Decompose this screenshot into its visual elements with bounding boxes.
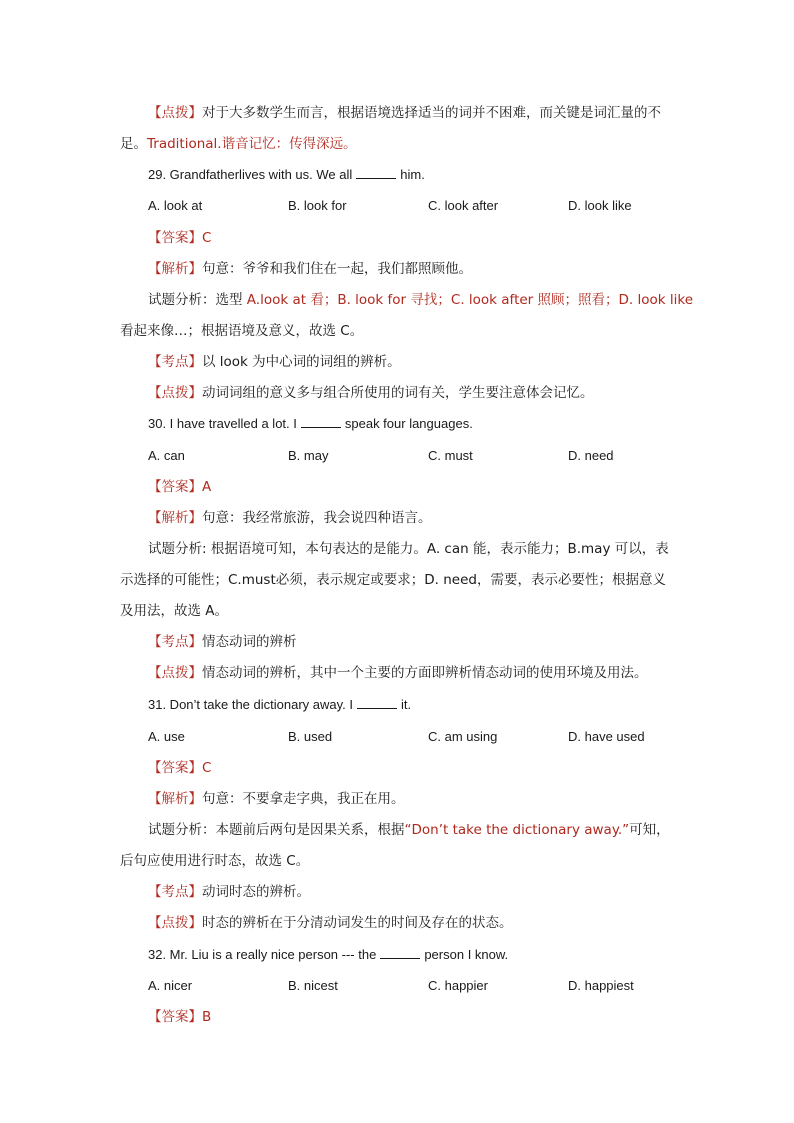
tip-text: 对于大多数学生而言，根据语境选择适当的词并不困难，而关键是词汇量的不 bbox=[202, 105, 661, 121]
answer-31 bbox=[148, 758, 211, 778]
option-d: D. need bbox=[568, 448, 614, 463]
option-a: A. nicer bbox=[148, 978, 193, 993]
options-31 bbox=[148, 727, 708, 747]
answer-blank bbox=[301, 415, 341, 428]
tip-label: 【点拨】 bbox=[148, 915, 202, 931]
option-c: C. must bbox=[428, 448, 473, 463]
tip-mnemonic: Traditional.谐音记忆：传得深远。 bbox=[147, 136, 357, 152]
option-c: C. look after bbox=[428, 198, 499, 213]
answer-value: B bbox=[202, 1009, 212, 1025]
detail-31-1 bbox=[148, 820, 670, 840]
answer-value: C bbox=[202, 760, 212, 776]
question-stem-end: it. bbox=[400, 697, 412, 712]
tip-label: 【点拨】 bbox=[148, 105, 202, 121]
detail-30-2: 示选择的可能性；C.must必须，表示规定或要求；D. need，需要，表示必要性；根据意义 bbox=[120, 572, 666, 588]
intro-tip bbox=[148, 103, 661, 123]
option-b: B. look for bbox=[288, 198, 347, 213]
question-stem-end: him. bbox=[400, 167, 425, 182]
analysis-31 bbox=[148, 789, 405, 809]
detail-text-end: 可知， bbox=[629, 822, 670, 838]
detail-29-1 bbox=[148, 290, 693, 310]
tip-label: 【点拨】 bbox=[148, 385, 202, 401]
answer-label: 【答案】 bbox=[148, 230, 202, 246]
option-b: B. nicest bbox=[288, 978, 338, 993]
point-30 bbox=[148, 632, 297, 652]
detail-31-2: 后句应使用进行时态，故选 C。 bbox=[120, 853, 310, 869]
answer-value: C bbox=[202, 230, 212, 246]
option-a: A. can bbox=[148, 448, 185, 463]
question-29 bbox=[148, 165, 425, 185]
option-b: B. used bbox=[288, 729, 333, 744]
analysis-29 bbox=[148, 259, 472, 279]
tip-text: 时态的辨析在于分清动词发生的时间及存在的状态。 bbox=[202, 915, 513, 931]
answer-label: 【答案】 bbox=[148, 479, 202, 495]
analysis-text: 句意：我经常旅游，我会说四种语言。 bbox=[202, 510, 432, 526]
point-text: 动词时态的辨析。 bbox=[202, 884, 310, 900]
question-stem-end: person I know. bbox=[424, 947, 509, 962]
answer-30 bbox=[148, 477, 211, 497]
question-30 bbox=[148, 414, 473, 434]
point-label: 【考点】 bbox=[148, 634, 202, 650]
option-d: D. look like bbox=[568, 198, 632, 213]
tip-30 bbox=[148, 663, 648, 683]
option-b: B. may bbox=[288, 448, 329, 463]
answer-29 bbox=[148, 228, 211, 248]
tip-text: 动词词组的意义多与组合所使用的词有关，学生要注意体会记忆。 bbox=[202, 385, 594, 401]
option-c: C. happier bbox=[428, 978, 488, 993]
tip-label: 【点拨】 bbox=[148, 665, 202, 681]
tip-text-cont: 足。 bbox=[120, 136, 147, 152]
point-29 bbox=[148, 352, 401, 372]
detail-text: 试题分析：选型 bbox=[148, 292, 247, 308]
option-a: A. use bbox=[148, 729, 185, 744]
question-31 bbox=[148, 695, 411, 715]
answer-label: 【答案】 bbox=[148, 1009, 202, 1025]
detail-29-2: 看起来像…；根据语境及意义，故选 C。 bbox=[120, 323, 364, 339]
answer-32 bbox=[148, 1007, 211, 1027]
point-text: 情态动词的辨析 bbox=[202, 634, 297, 650]
detail-text: 试题分析：本题前后两句是因果关系，根据 bbox=[148, 822, 405, 838]
option-a: A. look at bbox=[148, 198, 203, 213]
analysis-text: 句意：不要拿走字典，我正在用。 bbox=[202, 791, 405, 807]
option-d: D. have used bbox=[568, 729, 645, 744]
answer-blank bbox=[380, 946, 420, 959]
answer-blank bbox=[357, 696, 397, 709]
tip-31 bbox=[148, 913, 513, 933]
answer-label: 【答案】 bbox=[148, 760, 202, 776]
question-stem: 29. Grandfatherlives with us. We all bbox=[148, 167, 353, 182]
option-c: C. am using bbox=[428, 729, 498, 744]
question-32 bbox=[148, 945, 508, 965]
point-label: 【考点】 bbox=[148, 354, 202, 370]
tip-text: 情态动词的辨析，其中一个主要的方面即辨析情态动词的使用环境及用法。 bbox=[202, 665, 648, 681]
point-label: 【考点】 bbox=[148, 884, 202, 900]
question-stem: 30. I have travelled a lot. I bbox=[148, 416, 297, 431]
analysis-label: 【解析】 bbox=[148, 791, 202, 807]
detail-30-3: 及用法，故选 A。 bbox=[120, 603, 229, 619]
detail-quote: “Don’t take the dictionary away.” bbox=[404, 822, 630, 838]
point-text: 以 look 为中心词的词组的辨析。 bbox=[202, 354, 401, 370]
answer-blank bbox=[356, 166, 396, 179]
option-d: D. happiest bbox=[568, 978, 634, 993]
options-32 bbox=[148, 976, 708, 996]
detail-30-1: 试题分析: 根据语境可知，本句表达的是能力。A. can 能，表示能力；B.may 可以，表 bbox=[148, 541, 669, 557]
analysis-30 bbox=[148, 508, 432, 528]
answer-value: A bbox=[202, 479, 212, 495]
detail-options: A.look at 看；B. look for 寻找；C. look after 照顾；照看；D. look like bbox=[246, 292, 694, 308]
point-31 bbox=[148, 882, 310, 902]
analysis-label: 【解析】 bbox=[148, 510, 202, 526]
options-29 bbox=[148, 196, 708, 216]
analysis-text: 句意：爷爷和我们住在一起，我们都照顾他。 bbox=[202, 261, 472, 277]
intro-tip-cont bbox=[120, 134, 357, 154]
options-30 bbox=[148, 446, 708, 466]
question-stem-end: speak four languages. bbox=[344, 416, 473, 431]
question-stem: 32. Mr. Liu is a really nice person --- the bbox=[148, 947, 377, 962]
question-stem: 31. Don’t take the dictionary away. I bbox=[148, 697, 353, 712]
tip-29 bbox=[148, 383, 594, 403]
analysis-label: 【解析】 bbox=[148, 261, 202, 277]
